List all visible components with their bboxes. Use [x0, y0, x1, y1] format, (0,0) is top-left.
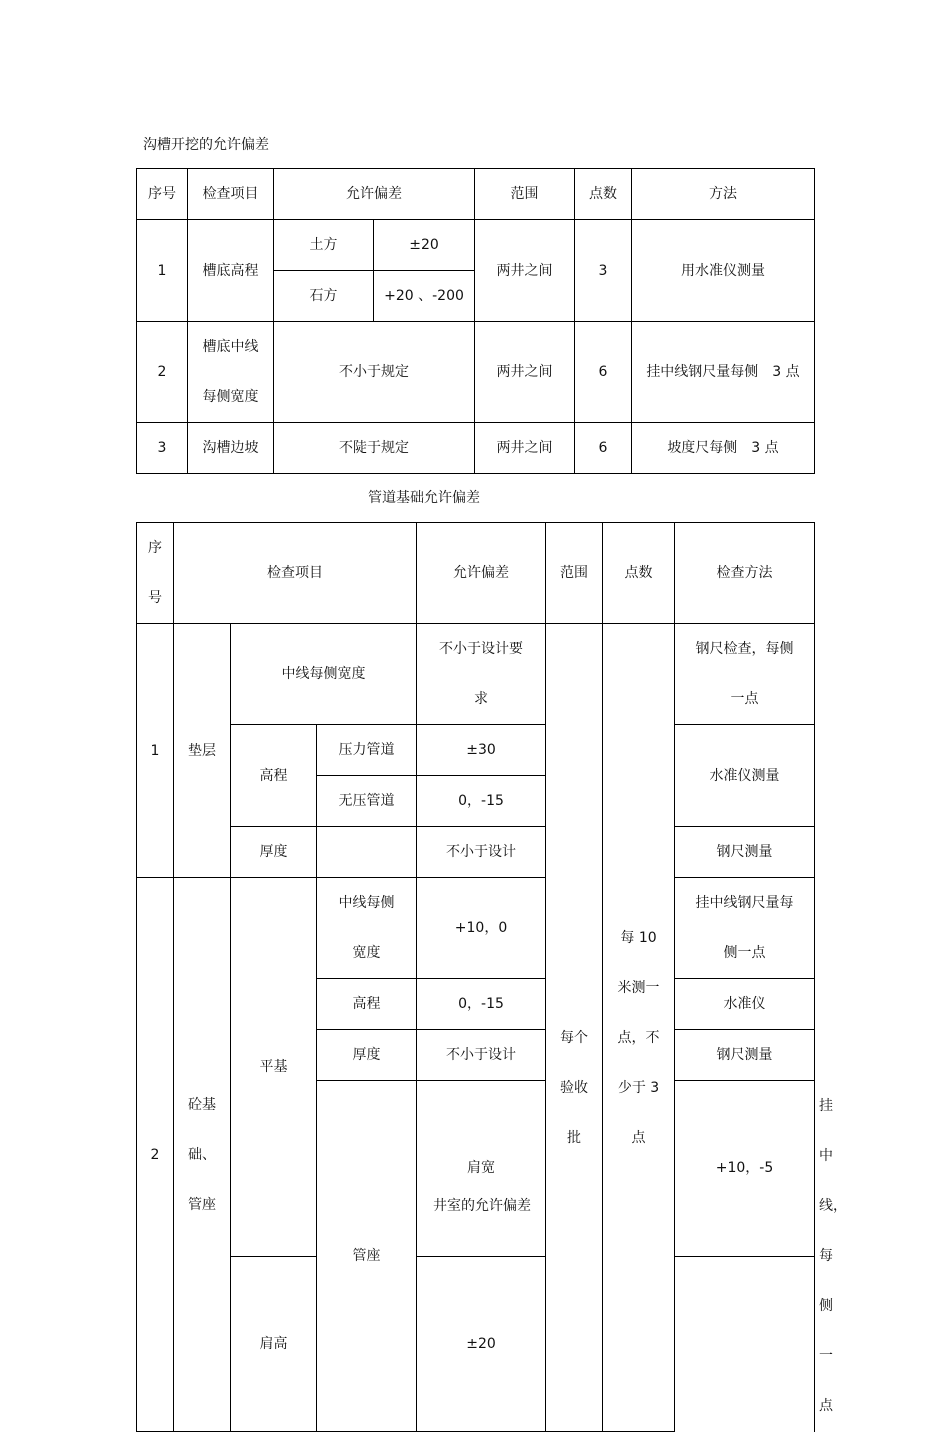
row1-method: 用水准仪测量: [632, 220, 815, 322]
g2-flat-a-line2: 宽度: [352, 945, 381, 961]
points-merged: [603, 624, 675, 1432]
g2-name: [174, 878, 231, 1432]
g1-a-method-line2: 一点: [730, 691, 759, 707]
g2-flat-b-tolerance: 0，-15: [417, 979, 546, 1030]
t2-header-no: [137, 523, 174, 624]
header-no: 序号: [137, 169, 188, 220]
row2-points: 6: [575, 322, 632, 423]
g2-name-line3: 管座: [188, 1196, 216, 1213]
g2-flat-a-method-line1: 挂中线钢尺量每: [695, 895, 794, 911]
trench-tolerance-table: [136, 168, 815, 474]
t2-header-no-line2: 号: [148, 590, 162, 606]
g2-seat-label: 管座: [317, 1081, 417, 1432]
g2-name-line2: 础、: [188, 1146, 216, 1163]
range-line1: 每个: [560, 1029, 589, 1046]
g1-a-tolerance: [417, 624, 546, 725]
g1-name: 垫层: [174, 624, 231, 878]
g1-b-s2: 无压管道: [317, 776, 417, 827]
row1-points: 3: [575, 220, 632, 322]
header-points: 点数: [575, 169, 632, 220]
row1-sub2: 石方: [274, 271, 374, 322]
points-line4: 少于 3: [617, 1079, 660, 1096]
t2-header-tolerance: 允许偏差: [417, 523, 546, 624]
header-item: 检查项目: [188, 169, 274, 220]
g2-no: 2: [137, 878, 174, 1432]
table2-caption: 管道基础允许偏差: [368, 490, 480, 506]
g1-c-method: 钢尺测量: [675, 827, 815, 878]
g2-flat-label: 平基: [231, 878, 317, 1257]
range-line3: 批: [567, 1129, 582, 1146]
t2-header-method: 检查方法: [675, 523, 815, 624]
g2-flat-b-label: 高程: [317, 979, 417, 1030]
row2-item: [188, 322, 274, 423]
g2-flat-c-label: 厚度: [317, 1030, 417, 1081]
row3-points: 6: [575, 423, 632, 474]
row1-sub1-value: ±20: [374, 220, 475, 271]
g2-seat-b-tolerance: ±20: [417, 1256, 546, 1432]
g2-flat-a-tolerance: +10，0: [417, 878, 546, 979]
g1-a-method-line1: 钢尺检查，每侧: [695, 641, 794, 657]
g1-a-tol-line2: 求: [474, 691, 489, 707]
points-line5: 点: [631, 1129, 646, 1146]
table3-caption: 井室的允许偏差: [433, 1198, 531, 1214]
row2-no: 2: [137, 322, 188, 423]
t2-header-points: 点数: [603, 523, 675, 624]
g2-flat-a-method: [675, 878, 815, 979]
row1-no: 1: [137, 220, 188, 322]
row2-tolerance: 不小于规定: [274, 322, 475, 423]
g1-no: 1: [137, 624, 174, 878]
g1-c-empty: [317, 827, 417, 878]
row3-item: 沟槽边坡: [188, 423, 274, 474]
points-line1: 每 10: [620, 929, 657, 946]
g1-b-s1-value: ±30: [417, 725, 546, 776]
header-tolerance: 允许偏差: [274, 169, 475, 220]
row2-range: 两井之间: [475, 322, 575, 423]
g1-c-tolerance: 不小于设计: [417, 827, 546, 878]
g1-b-method: 水准仪测量: [675, 725, 815, 827]
header-method: 方法: [632, 169, 815, 220]
g2-flat-c-method: 钢尺测量: [675, 1030, 815, 1081]
g1-c-label: 厚度: [231, 827, 317, 878]
row3-no: 3: [137, 423, 188, 474]
g2-flat-a-method-line2: 侧一点: [723, 945, 766, 961]
row2-item-line1: 槽底中线: [202, 339, 259, 355]
t2-header-range: 范围: [546, 523, 603, 624]
t2-header-item: 检查项目: [174, 523, 417, 624]
pipe-foundation-tolerance-table: 序 号 检查项目 允许偏差 范围 点数 检查方法 1 垫层 中线每侧宽度 不小于设计要 求 每个 验收 批 每 10 米测一 点，不 少于 3 点 钢尺检查，每侧 一点 高程 压力管道 ±30 水准仪测量 无压管道 0，-15 厚度 不小于设计 钢尺测量 2 砼基 础、 管座 平基 中线每侧 宽度 +10，0 挂中线钢尺量每 侧一点 高程 0，-15 水准仪 厚度 不小于设计 钢尺测量 管座 肩宽 +10，-5 挂中线，每侧一 点 肩高 ±20: [136, 522, 815, 1432]
row3-range: 两井之间: [475, 423, 575, 474]
g1-a-method: [675, 624, 815, 725]
header-range: 范围: [475, 169, 575, 220]
range-merged: [546, 624, 603, 1432]
g1-a-tol-line1: 不小于设计要: [439, 641, 524, 657]
points-line2: 米测一: [617, 979, 660, 996]
g2-flat-a-line1: 中线每侧: [338, 895, 395, 911]
row3-method: 坡度尺每侧 3 点: [632, 423, 815, 474]
g1-b-s1: 压力管道: [317, 725, 417, 776]
t2-header-no-line1: 序: [148, 540, 162, 556]
row2-item-line2: 每侧宽度: [202, 389, 259, 405]
g2-name-line1: 砼基: [188, 1096, 216, 1113]
points-line3: 点，不: [617, 1029, 660, 1046]
row1-sub2-value: +20 、-200: [374, 271, 475, 322]
g2-flat-b-method: 水准仪: [675, 979, 815, 1030]
range-line2: 验收: [560, 1079, 589, 1096]
g2-seat-a-label: 肩宽: [417, 1081, 546, 1257]
g2-flat-c-tolerance: 不小于设计: [417, 1030, 546, 1081]
row1-sub1: 土方: [274, 220, 374, 271]
row2-method: 挂中线钢尺量每侧 3 点: [632, 322, 815, 423]
g2-flat-a-label: [317, 878, 417, 979]
row1-item: 槽底高程: [188, 220, 274, 322]
row3-tolerance: 不陡于规定: [274, 423, 475, 474]
g1-b-s2-value: 0，-15: [417, 776, 546, 827]
table1-caption: 沟槽开挖的允许偏差: [143, 137, 269, 153]
g2-seat-a-tolerance: +10，-5: [675, 1081, 815, 1257]
g1-a-label: 中线每侧宽度: [231, 624, 417, 725]
row1-range: 两井之间: [475, 220, 575, 322]
g1-b-label: 高程: [231, 725, 317, 827]
g2-seat-b-label: 肩高: [231, 1256, 317, 1432]
